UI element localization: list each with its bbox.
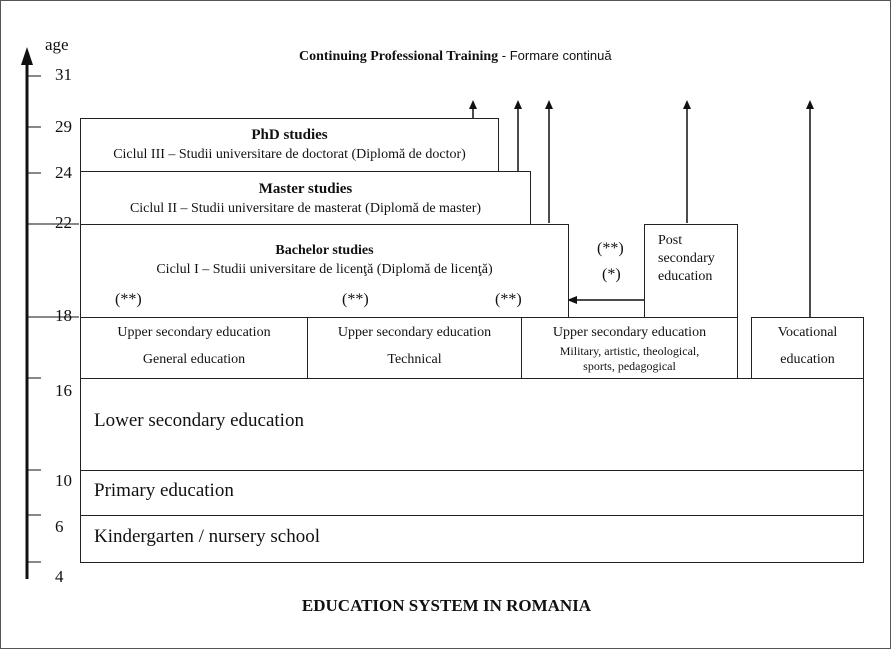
continuing-training-rest: - Formare continuă [498, 48, 612, 63]
axis-tick-29: 29 [55, 117, 72, 136]
axis-tick-24: 24 [55, 163, 72, 182]
upper-technical-line2: Technical [387, 352, 442, 367]
kindergarten-label: Kindergarten / nursery school [94, 526, 321, 547]
upper-secondary-military-box [521, 317, 738, 379]
primary-box [80, 470, 864, 516]
axis-tick-6: 6 [55, 517, 64, 536]
note-double-star-4: (**) [597, 240, 624, 257]
vocational-line2: education [780, 352, 835, 367]
note-double-star-3: (**) [495, 291, 522, 308]
lower-secondary-box [80, 378, 864, 471]
axis-label: age [45, 35, 69, 54]
post-secondary-line2: secondary [658, 251, 715, 266]
upper-general-line2: General education [142, 352, 246, 367]
phd-subtitle: Ciclul III – Studii universitare de doctorat (Diplomă de doctor) [113, 147, 466, 162]
master-title: Master studies [258, 181, 353, 197]
upper-military-line2: Military, artistic, theological, [559, 344, 700, 358]
bachelor-subtitle: Ciclul I – Studii universitare de licenţă (Diplomă de licenţă) [156, 262, 493, 277]
upper-military-line3: sports, pedagogical [583, 359, 676, 373]
master-subtitle: Ciclul II – Studii universitare de masterat (Diplomă de master) [129, 201, 482, 216]
upper-secondary-general-box [80, 317, 308, 379]
axis-tick-18: 18 [55, 306, 72, 325]
upper-secondary-technical-box [307, 317, 522, 379]
upper-military-line1: Upper secondary education [552, 325, 707, 340]
diagram-caption: EDUCATION SYSTEM IN ROMANIA [301, 596, 592, 615]
bachelor-title: Bachelor studies [275, 243, 374, 258]
post-secondary-box [644, 224, 738, 318]
phd-title: PhD studies [251, 127, 328, 143]
upper-technical-line1: Upper secondary education [337, 325, 492, 340]
axis-tick-16: 16 [55, 381, 72, 400]
note-single-star: (*) [602, 266, 621, 283]
axis-tick-31: 31 [55, 65, 72, 84]
phd-studies-box [80, 118, 499, 172]
primary-label: Primary education [94, 480, 234, 501]
axis-tick-10: 10 [55, 471, 72, 490]
post-secondary-line1: Post [658, 233, 683, 248]
note-double-star-2: (**) [342, 291, 369, 308]
continuing-training-bold: Continuing Professional Training [299, 49, 499, 64]
note-double-star-1: (**) [115, 291, 142, 308]
master-studies-box [80, 171, 531, 225]
vocational-line1: Vocational [777, 325, 838, 340]
kindergarten-box [80, 515, 864, 563]
axis-tick-4: 4 [55, 567, 64, 586]
post-secondary-line3: education [658, 269, 713, 284]
upper-general-line1: Upper secondary education [117, 325, 271, 340]
vocational-box [751, 317, 864, 379]
lower-secondary-label: Lower secondary education [94, 410, 304, 431]
axis-tick-22: 22 [55, 213, 72, 232]
